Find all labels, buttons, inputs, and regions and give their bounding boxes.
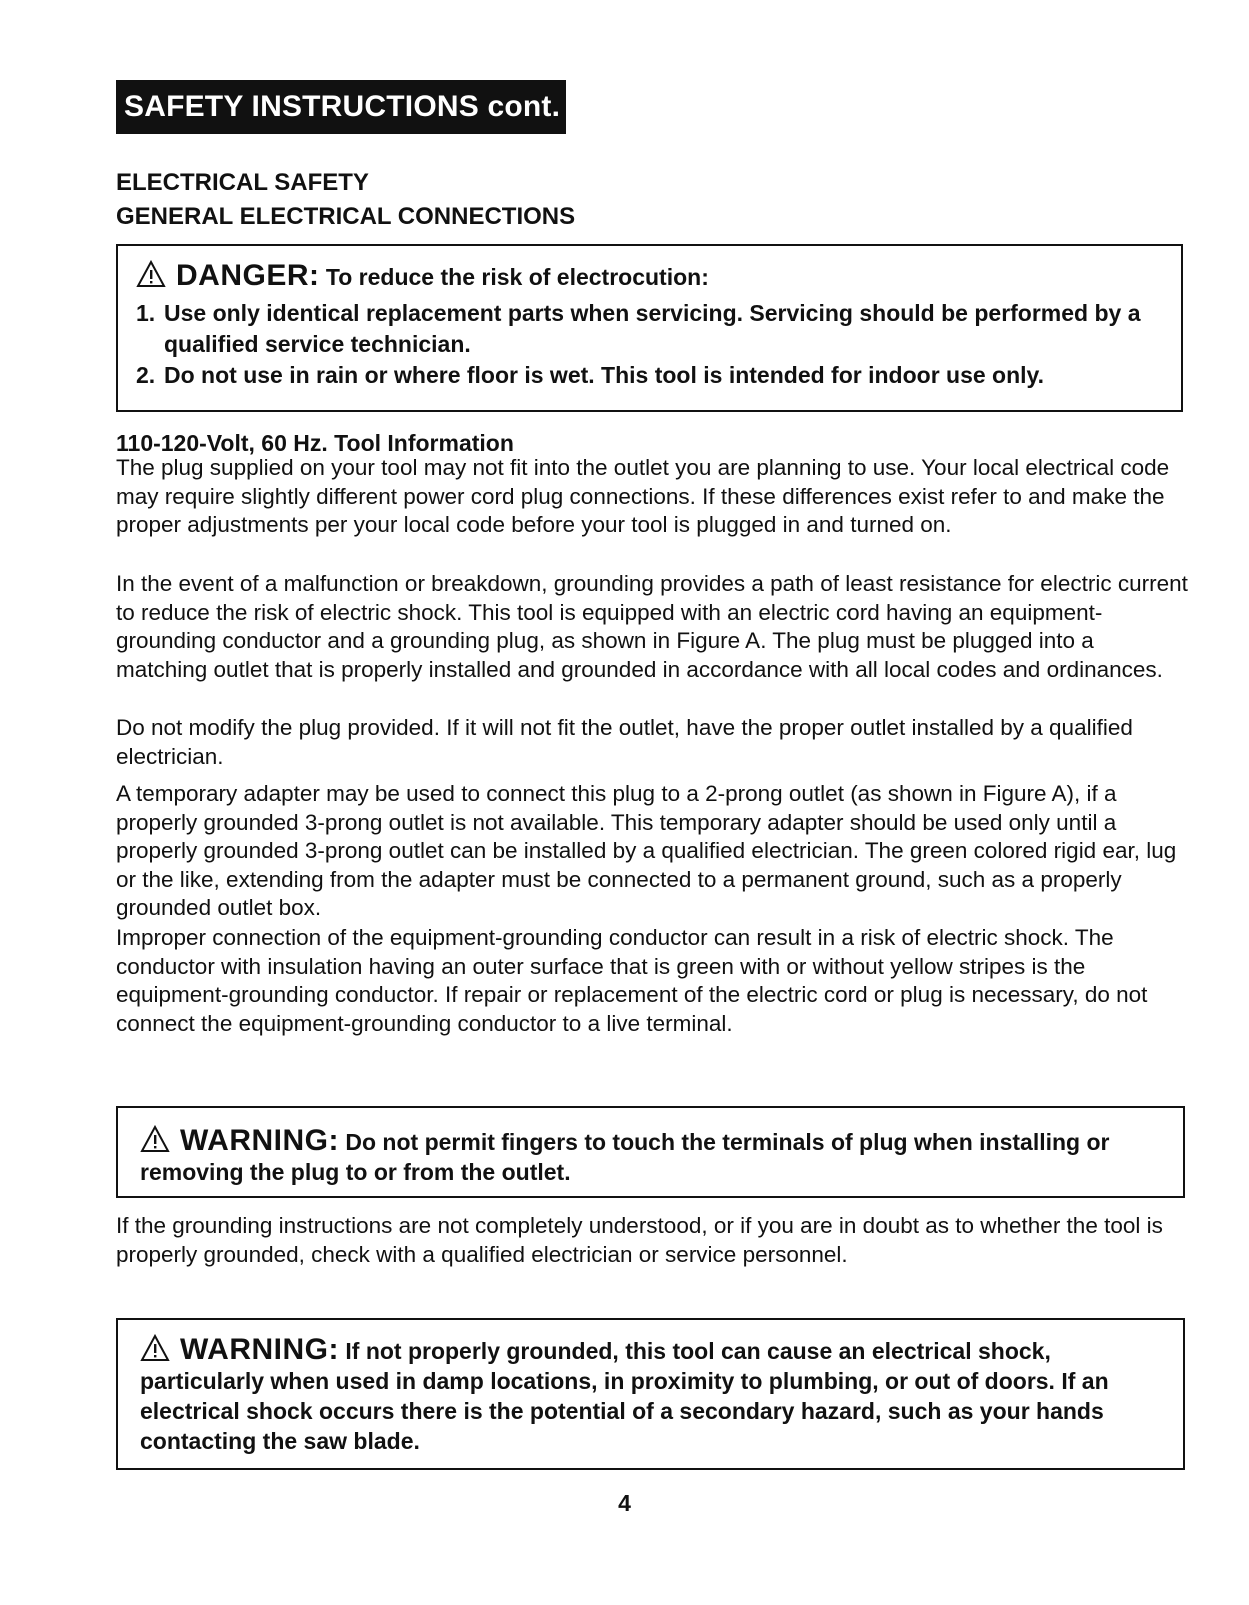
paragraph-improper-connection: Improper connection of the equipment-grounding conductor can result in a risk of electric shock. The conductor with insulation having an outer surface that is green with or without yellow stripes is the equipment-grounding conductor. If repair or replacement of the electric cord or plug is necessary, do not connect the equipment-grounding conductor to a live terminal. xyxy=(116,925,1148,1036)
warning-triangle-icon xyxy=(140,1334,170,1362)
danger-title xyxy=(136,260,1181,292)
warning-box-fingers xyxy=(116,1106,1185,1198)
paragraph-adapter: A temporary adapter may be used to connect this plug to a 2-prong outlet (as shown in Figure A), if a properly grounded 3-prong outlet is not available. This temporary adapter should be used only until a properly grounded 3-prong outlet can be installed by a qualified electrician. The green colored rigid ear, lug or the like, extending from the adapter must be connected to a permanent ground, such as a properly grounded outlet box. xyxy=(116,781,1177,921)
paragraph-grounding: In the event of a malfunction or breakdown, grounding provides a path of least resistance for electric current to reduce the risk of electric shock. This tool is equipped with an electric cord having an equipment-grounding conductor and a grounding plug, as shown in Figure A. The plug must be plugged into a matching outlet that is properly installed and grounded in accordance with all local codes and ordinances. xyxy=(116,571,1188,682)
danger-item xyxy=(136,360,1181,391)
warning-label: WARNING: xyxy=(180,1333,339,1366)
danger-intro: To reduce the risk of electrocution: xyxy=(325,264,709,290)
heading-electrical-safety: ELECTRICAL SAFETY xyxy=(116,169,369,196)
danger-item-text: Do not use in rain or where floor is wet. This tool is intended for indoor use only. xyxy=(164,362,1045,388)
heading-general-electrical-connections: GENERAL ELECTRICAL CONNECTIONS xyxy=(116,203,576,230)
page-number: 4 xyxy=(618,1490,631,1516)
warning-triangle-icon xyxy=(136,260,166,288)
danger-box xyxy=(116,244,1183,412)
paragraph-modify-plug: Do not modify the plug provided. If it will not fit the outlet, have the proper outlet installed by a qualified electrician. xyxy=(116,715,1133,769)
tool-info-heading: 110-120-Volt, 60 Hz. Tool Information xyxy=(116,430,514,456)
warning-fingers-text: Do not permit fingers to touch the terminals of plug when installing or removing the plug to or from the outlet. xyxy=(140,1129,1110,1185)
section-header-bar: SAFETY INSTRUCTIONS cont. xyxy=(116,80,566,134)
paragraph-grounding-doubt: If the grounding instructions are not completely understood, or if you are in doubt as to whether the tool is properly grounded, check with a qualified electrician or service personnel. xyxy=(116,1213,1163,1267)
danger-item xyxy=(136,298,1181,360)
danger-item-text: Use only identical replacement parts when servicing. Servicing should be performed by a qualified service technician. xyxy=(164,300,1141,357)
warning-shock-text-block xyxy=(140,1334,1169,1456)
danger-list xyxy=(136,298,1181,391)
danger-item-number: 1. xyxy=(136,300,156,326)
warning-box-shock xyxy=(116,1318,1185,1470)
paragraph-plug-fit: The plug supplied on your tool may not fit into the outlet you are planning to use. Your local electrical code may require slightly different power cord plug connections. If these differences exist refer to and make the proper adjustments per your local code before your tool is plugged in and turned on. xyxy=(116,455,1170,538)
danger-item-number: 2. xyxy=(136,362,156,388)
danger-label: DANGER: xyxy=(176,259,320,292)
warning-triangle-icon xyxy=(140,1125,170,1153)
warning-shock-text: If not properly grounded, this tool can cause an electrical shock, particularly when used in damp locations, in proximity to plumbing, or out of doors. If an electrical shock occurs there is the potential of a secondary hazard, such as your hands contacting the saw blade. xyxy=(140,1338,1109,1454)
warning-fingers-text-block xyxy=(140,1125,1169,1187)
warning-label: WARNING: xyxy=(180,1124,339,1157)
